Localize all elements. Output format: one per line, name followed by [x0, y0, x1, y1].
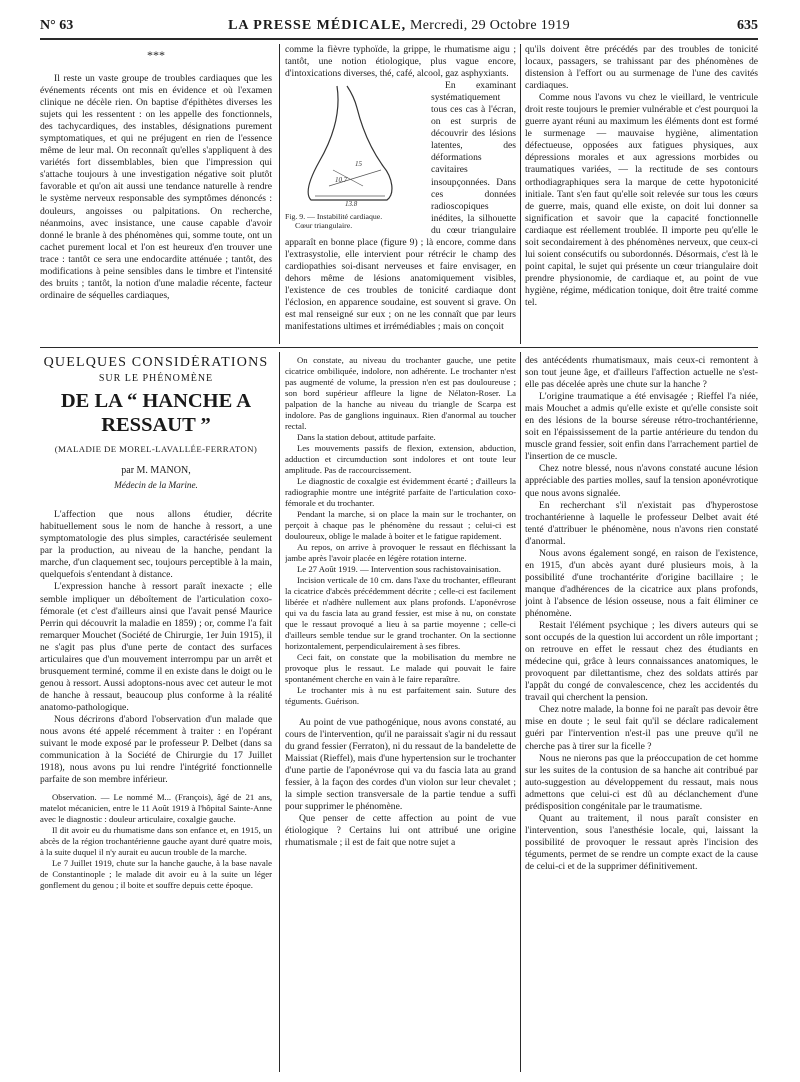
journal-title: [40, 18, 758, 34]
observation-paragraph: Le 27 Août 1919. — Intervention sous rachistovainisation.: [297, 564, 501, 574]
paragraph: L'expression hanche à ressort paraît inexacte ; elle semble impliquer un déboîtement de l'articulation coxo-fémorale (et c'est d'ailleurs ainsi que l'avait pensé Maurice Perrin qui découvrit la maladie en 1859) ; or, comme l'a fait remarquer Mouchet (Société de Chirurgie, 1er Juin 1915), il ne s'agit pas plus d'une perte de contact des surfaces articulaires que d'un mouvement interrompu par un arrêt et brusquement terminé, comme il en existe dans le doigt ou le genou à ressort. Aussi adoptons-nous avec cet auteur le mot de hanche à ressaut, beaucoup plus conforme à la réalité anatomo-pathologique.: [40, 581, 272, 713]
paragraph: comme la fièvre typhoïde, la grippe, le rhumatisme aigu ; tantôt, une notion étiologique, plus vague encore, d'intoxications diverses, thé, café, alcool, gaz asphyxiants.: [285, 44, 516, 80]
article-subkicker: SUR LE PHÉNOMÈNE: [98, 373, 214, 384]
observation-paragraph: On constate, au niveau du trochanter gauche, une petite cicatrice ombiliquée, indolore, non adhérente. Le trochanter n'est pas augmenté de volume, la pression n'en est pas douloureuse ; son bord supérieur affleure la ligne de Nélaton-Roser. La palpation de la hanche au niveau du triangle de Scarpa est indolore. Pas de ganglions inguinaux. Rien d'anormal au toucher rectal.: [285, 355, 516, 431]
page-header: [40, 18, 758, 40]
page-number: 635: [737, 18, 758, 33]
figure-9: [285, 82, 423, 231]
header-rule: [40, 38, 758, 40]
column-rule: [520, 352, 521, 1072]
figure-label: 15: [355, 160, 362, 169]
author-affiliation: Médecin de la Marine.: [114, 480, 198, 491]
observation-paragraph: Il dit avoir eu du rhumatisme dans son enfance et, en 1915, un abcès de la région trochantérienne gauche ayant duré quatre mois, à la suite duquel il n'y aurait eu aucun trouble de la marche.: [40, 825, 272, 858]
paragraph: Nous décrirons d'abord l'observation d'un malade que nous avons été appelé récemment à traiter : en l'opérant suivant le mode exposé par le professeur P. Delbet (dans sa communication à la Société de Chirurgie du 17 Juillet 1918), nous avons pu lui rendre l'intégrité fonctionnelle parfaite de son membre inférieur.: [40, 713, 272, 786]
article-column-1: [40, 355, 272, 1075]
observation-paragraph: Pendant la marche, si on place la main sur le trochanter, on perçoit à chaque pas le phénomène du ressaut ; celui-ci est douloureux, oblige le malade à boiter et le fatigue rapidement.: [285, 509, 516, 541]
journal-name: LA PRESSE MÉDICALE,: [228, 18, 407, 33]
paragraph: Quant au traitement, il nous paraît consister en l'intervention, sous l'anesthésie locale, qui, laissant la possibilité de provoquer le ressaut après l'incision des téguments, permet de se rendre un compte exact de la cause de celui-ci et de la supprimer définitivement.: [525, 812, 758, 872]
observation-paragraph: Ceci fait, on constate que la mobilisation du membre ne provoque plus le ressaut. Le malade qui pouvait le faire spontanément cherche en vain à le faire reparaître.: [285, 652, 516, 684]
section-rule: [40, 347, 758, 348]
article-title: DE LA “ HANCHE A RESSAUT ”: [60, 390, 252, 437]
heart-silhouette-diagram: [285, 82, 423, 208]
paragraph: Comme nous l'avons vu chez le vieillard, le ventricule droit reste toujours le premier vulnérable et c'est pourquoi la guerre ayant réuni au maximum les éléments dont est formé le surmenage — mauvaise hygiène, alimentation défectueuse, opposées aux fatigues physiques, aux dépressions morales et aux agressions morbides ou traumatiques variées, — la rectitude de ses contours orthodiagraphiques sera la marque de cette hypotonicité initiale. Tant s'en faut qu'elle soit relevée sur tous les cœurs de guerre, mais, quand elle existe, on doit lui donner sa signification et savoir que la capacité fonctionnelle cardiaque est réellement troublée. Il importe peu qu'elle le soit secondairement à des phénomènes nerveux, que ceux-ci lui soient consécutifs ou subordonnés. Désormais, c'est là le point capital, le sujet qui présente un cœur triangulaire doit prendre physionomie, de cardiaque et, au point de vue hygiène, régime, médication tonique, doit être traité comme tel.: [525, 92, 758, 308]
paragraph: Nous avons également songé, en raison de l'existence, en 1915, d'un abcès ayant duré plusieurs mois, à la possibilité d'une trochantérite d'origine bacillaire ; le manque d'adhérences de la cicatrice aux plans profonds, joint à l'absence de lésion osseuse, nous a fait éliminer ce phénomène.: [525, 547, 758, 619]
paragraph: des antécédents rhumatismaux, mais ceux-ci remontent à son tout jeune âge, et d'ailleurs l'affection actuelle ne s'est-elle pas décelée après une chute sur la hanche ?: [525, 355, 758, 391]
figure-label: 13.8: [345, 200, 358, 209]
observation-paragraph: Incision verticale de 10 cm. dans l'axe du trochanter, effleurant la cicatrice d'abcès précédemment décrite ; celle-ci est facilement libérée et n'adhère nullement aux plans profonds. L'aponévrose qui va du fascia lata au grand fessier, est mise à nu, on constate que le ressaut provoqué a lieu à sa partie moyenne ; celle-ci d'ailleurs semble tendue sur le grand trochanter. On la sectionne horizontalement, perpendiculairement à ses fibres.: [285, 575, 516, 651]
column-rule: [520, 44, 521, 344]
paragraph: Chez notre blessé, nous n'avons constaté aucune lésion appréciable des parties molles, sauf la tension aponévrotique que nous avons signalée.: [525, 463, 758, 499]
observation-paragraph: Dans la station debout, attitude parfaite.: [297, 432, 436, 442]
top-column-2: [285, 44, 516, 344]
observation-paragraph: Le 7 Juillet 1919, chute sur la hanche gauche, à la base navale de Constantinople ; le malade dit avoir eu à la suite un léger gonflement du genou ; il boite et souffre depuis cette époque.: [40, 858, 272, 891]
top-column-1: [40, 44, 272, 344]
paragraph: L'origine traumatique a été envisagée ; Rieffel l'a niée, mais Mouchet a admis qu'elle existe et qu'elle consiste soit en des lésions de la bourse séreuse rétro-trochantérienne, soit en l'épaississement de la partie antérieure du tendon du muscle grand fessier, soit enfin dans l'arrachement partiel de l'insertion de ce muscle.: [525, 391, 758, 463]
issue-number: N° 63: [40, 18, 74, 33]
observation-paragraph: Le trochanter mis à nu est parfaitement sain. Suture des téguments. Guérison.: [285, 685, 516, 706]
figure-label: 10.7: [335, 176, 348, 185]
article-subtitle: (MALADIE DE MOREL-LAVALLÉE-FERRATON): [54, 444, 258, 455]
issue-date: Mercredi, 29 Octobre 1919: [410, 18, 570, 33]
paragraph: Il reste un vaste groupe de troubles cardiaques que les événements récents ont mis en évidence et où l'examen clinique ne décèle rien. On baptise d'épithètes diverses les sujets qui les ressentent : on les appelle des fonctionnels, des tachycardiques, des instables, désignations purement symptomatiques, et qui ne préjugent en rien de l'essence même de leur mal. On reconnaît qu'elles s'appliquent à des variétés fort dissemblables, bien que l'impression qui s'attache toujours à une investigation négative soit plutôt favorable et qu'on ait aussi une tendance naturelle à rendre le système nerveux responsable des symptômes dénoncés : douleurs, angoisses ou palpitations. On recherche, néanmoins, avec insistance, une cause capable d'avoir donné le branle à des phénomènes qui, somme toute, ont un cachet purement local et l'on est heureux d'en trouver une trace : tantôt ce sera une endocardite atténuée ; tantôt, des modifications à peine sensibles dans le timbre et l'intensité des bruits ; tantôt, la notion d'une maladie récente, facteur ordinaire de séquelles cardiaques,: [40, 73, 272, 301]
paragraph: Restait l'élément psychique ; les divers auteurs qui se sont occupés de la question lui accordent un rôle important ; on retrouve en effet le ressaut chez des étudiants en médecine qui, grâce à leurs connaissances anatomiques, le provoquent par dilettantisme, chez des soldats attirés par l'appât du congé de convalescence, chez les accidentés du travail qui cherchent la pension.: [525, 620, 758, 704]
column-rule: [279, 44, 280, 344]
observation-paragraph: Au repos, on arrive à provoquer le ressaut en fléchissant la jambe après l'avoir placée en légère rotation interne.: [285, 542, 516, 563]
paragraph: Chez notre malade, la bonne foi ne paraît pas devoir être mise en doute ; le seul fait qu'il se déclare radicalement guéri par l'intervention n'est-il pas une preuve qu'il ne cherche pas à tirer sur la ficelle ?: [525, 704, 758, 752]
article-column-2: [285, 355, 516, 1075]
paragraph: Que penser de cette affection au point de vue étiologique ? Certains lui ont attribué une origine rhumatismale ; il est de fait que notre sujet a: [285, 813, 516, 849]
paragraph: En recherchant s'il n'existait pas d'hyperostose trochantérienne à laquelle le professeur Delbet avait été tenté d'attribuer le phénomène, nous n'avons rien constaté d'anormal.: [525, 499, 758, 547]
article-author: par M. MANON,: [121, 465, 191, 477]
paragraph: Au point de vue pathogénique, nous avons constaté, au cours de l'intervention, qu'il ne paraissait s'agir ni du ressaut du grand fessier (Ferraton), ni du ressaut de la bandelette de Maissiat (Rieffel), mais d'une hypertension sur le trochanter d'une partie de l'aponévrose qui va du fascia lata au grand fessier, à la façon des cordes d'un violon sur leur chevalet ; la simple section transversale de la partie tendue a suffi pour supprimer le phénomène.: [285, 717, 516, 813]
observation-paragraph: Observation. — Le nommé M... (François), âgé de 21 ans, matelot mécanicien, entre le 11 Août 1919 à l'hôpital Sainte-Anne avec le diagnostic : douleur articulaire, coxalgie gauche.: [40, 792, 272, 825]
article-column-3: [525, 355, 758, 1075]
paragraph: qu'ils doivent être précédés par des troubles de tonicité locaux, passagers, se trahissant par des phénomènes de distension à l'effort ou au surmenage de l'une des cavités cardiaques.: [525, 44, 758, 92]
paragraph: L'affection que nous allons étudier, décrite habituellement sous le nom de hanche à ressort, a une symptomatologie des plus simples, caractérisée seulement par la production, au niveau de la hanche, pendant la marche, d'un claquement sec, toujours perceptible à la main, quelquefois s'entendant à distance.: [40, 509, 272, 581]
figure-caption: [285, 212, 423, 230]
column-rule: [279, 352, 280, 1072]
section-stars: ***: [147, 48, 165, 62]
top-column-3: [525, 44, 758, 344]
article-kicker: QUELQUES CONSIDÉRATIONS: [43, 355, 269, 370]
observation-paragraph: Le diagnostic de coxalgie est évidemment écarté ; d'ailleurs la radiographie montre une intégrité parfaite de l'articulation coxo-fémorale et du trochanter.: [285, 476, 516, 508]
caption-line: Fig. 9. — Instabilité cardiaque.: [285, 212, 383, 222]
observation-paragraph: Les mouvements passifs de flexion, extension, abduction, adduction et circumduction sont indolores et ont toute leur amplitude. Pas de raccourcissement.: [285, 443, 516, 475]
caption-line: Cœur triangulaire.: [295, 221, 353, 231]
paragraph: En examinant systématiquement tous ces cas à l'écran, on est surpris de découvrir des lésions latentes, des déformations cavitaires insoupçonnées. Dans ces données radioscopiques inédites, la silhouette du cœur triangulaire apparaît en bonne place (figure 9) ; là encore, comme dans l'extrasystolie, elle intervient pour rétrécir le champ des cardiopathies soi-disant nerveuses et faire envisager, en dehors même de lésions anatomiquement visibles, l'existence de ces troubles de tonicité cardiaque dont l'éclosion, en apparence soudaine, est souvent si grave. On est mal renseigné sur eux ; on ne les connaît que par leurs manifestations ultimes et irrémédiables ; mais on conçoit: [285, 80, 516, 333]
paragraph: Nous ne nierons pas que la préoccupation de cet homme sur les suites de la contusion de sa hanche ait contribué par auto-suggestion au développement du ressaut, mais nous admettons que celui-ci est dû au déclanchement d'une prédisposition congénitale par le traumatisme.: [525, 752, 758, 812]
